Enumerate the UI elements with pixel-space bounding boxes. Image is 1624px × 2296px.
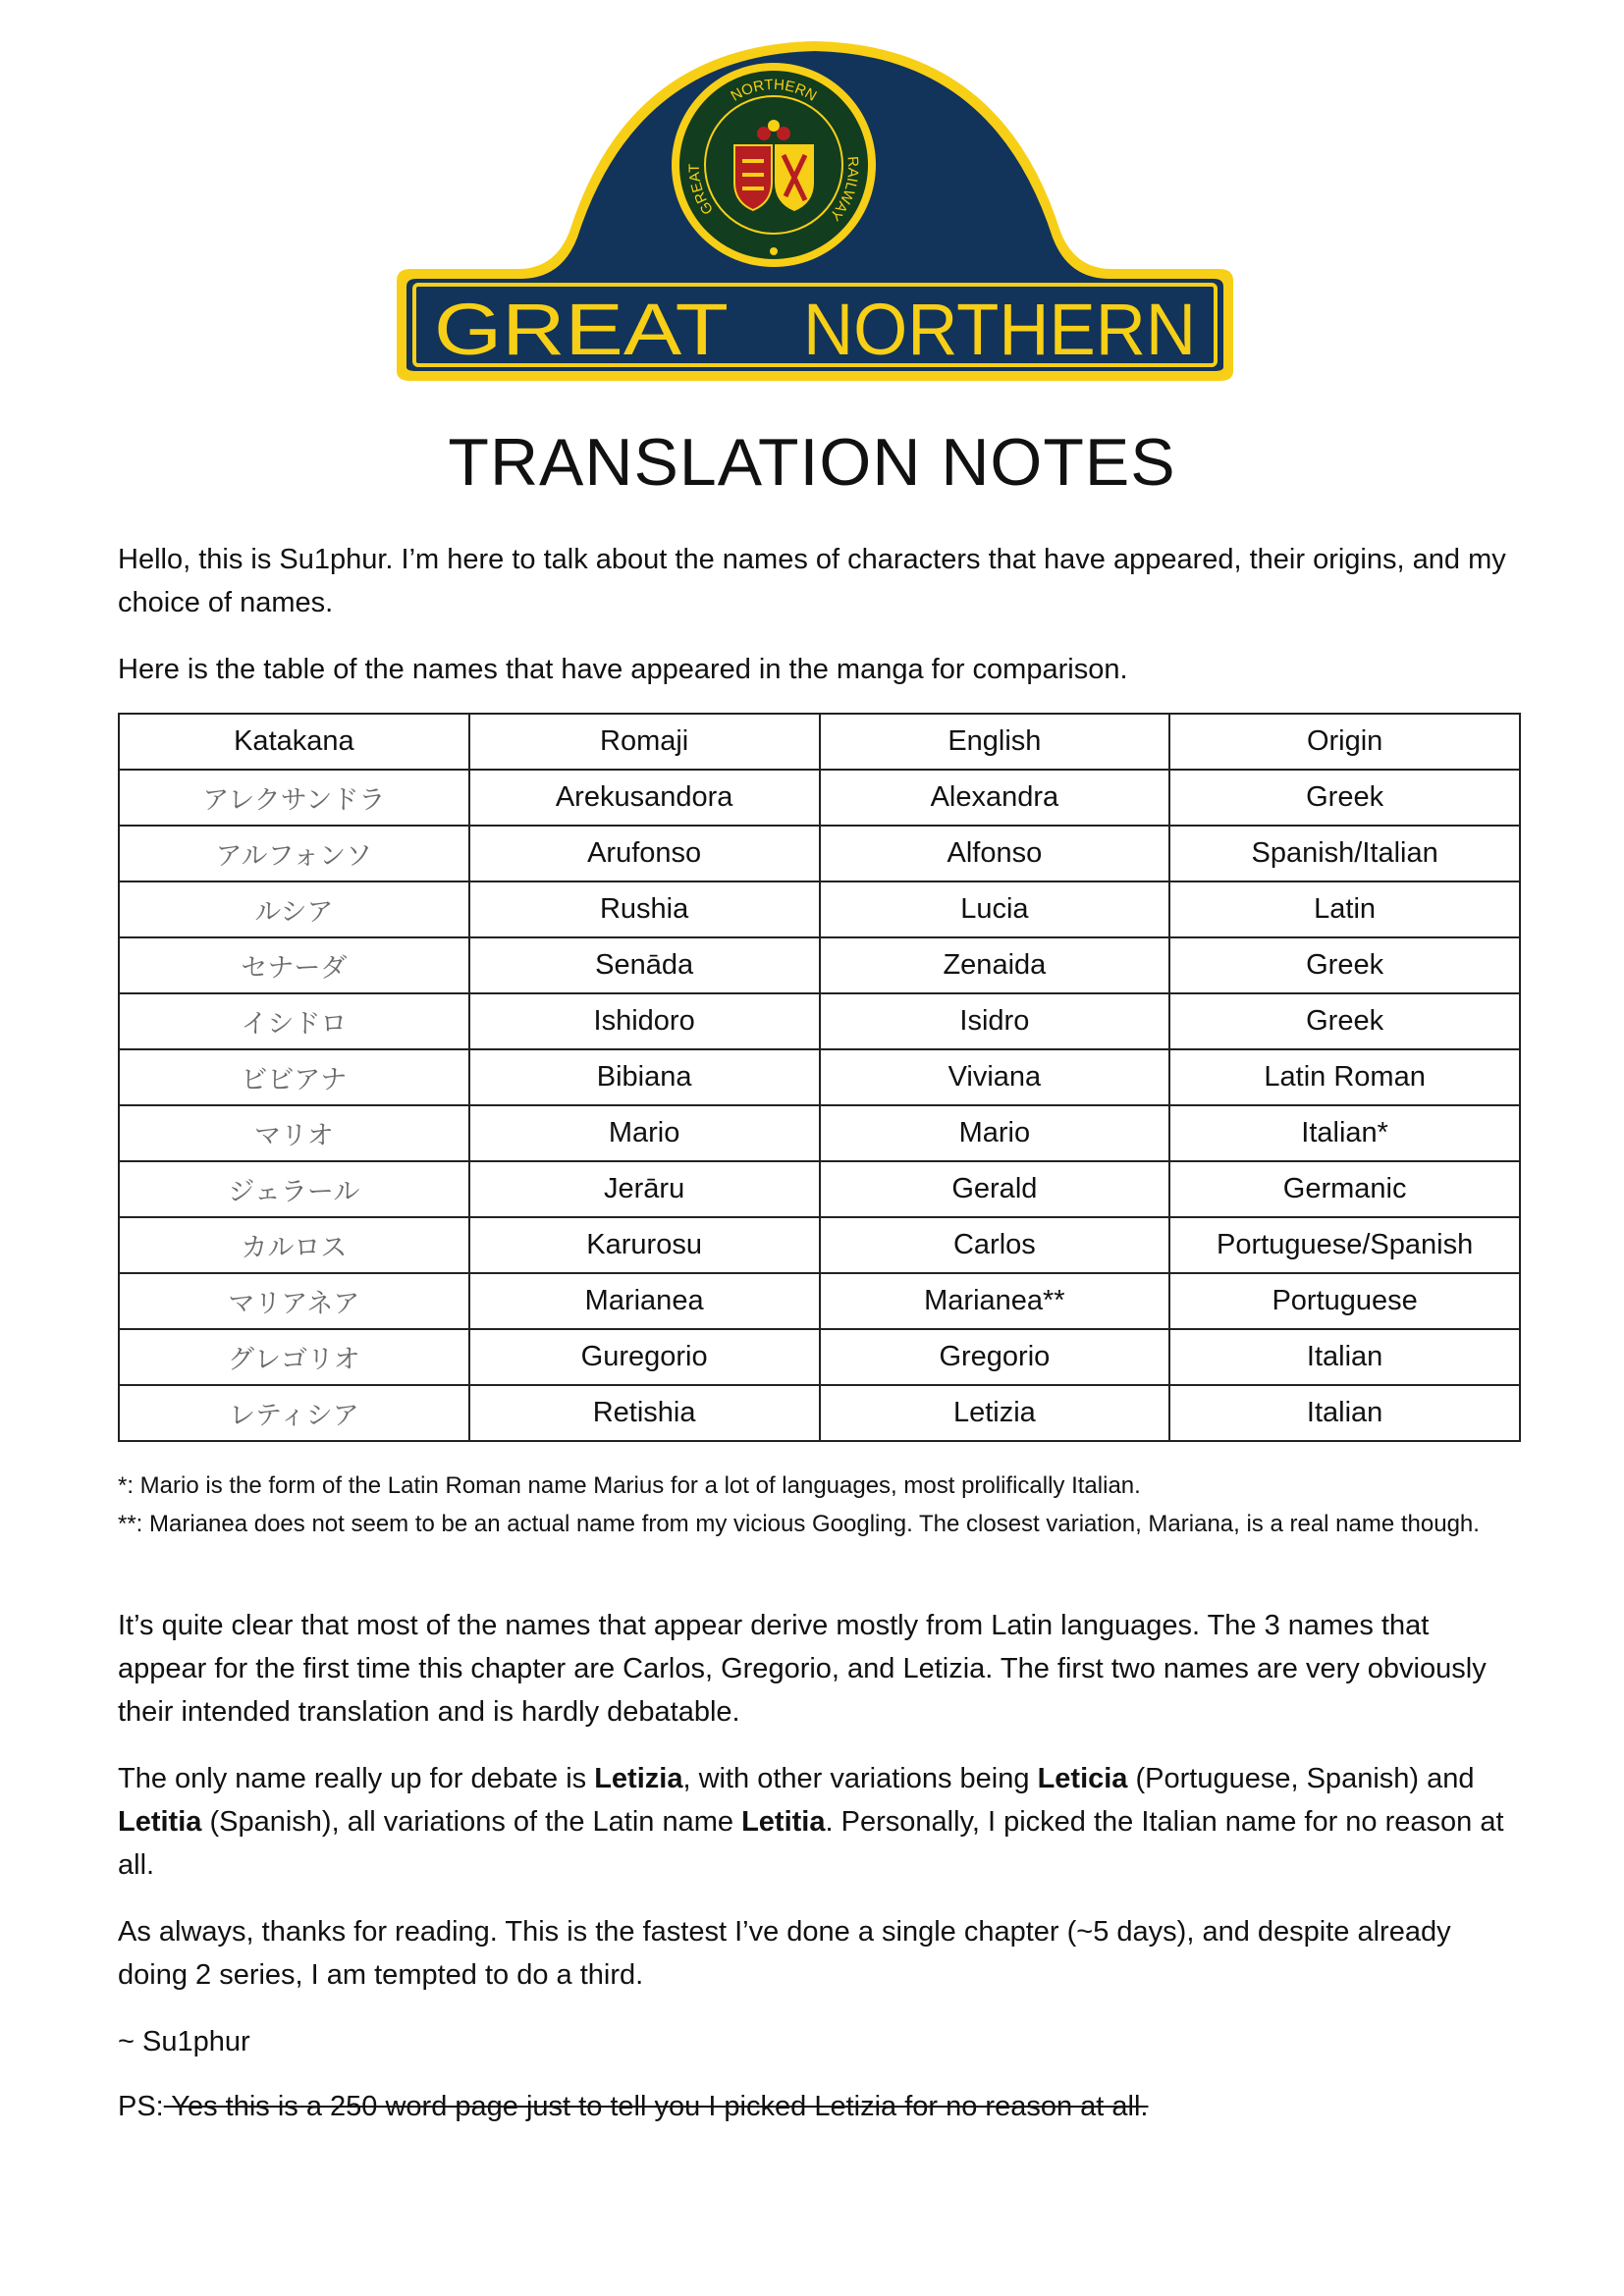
cell-romaji: Arufonso xyxy=(469,826,820,881)
cell-origin: Greek xyxy=(1169,770,1520,826)
debate-text: (Spanish), all variations of the Latin name xyxy=(201,1806,742,1838)
cell-english: Viviana xyxy=(820,1049,1170,1105)
cell-english: Gerald xyxy=(820,1161,1170,1217)
page-title: TRANSLATION NOTES xyxy=(448,425,1176,500)
logo-banner-text-northern: NORTHERN xyxy=(803,289,1196,370)
cell-origin: Portuguese xyxy=(1169,1273,1520,1329)
cell-romaji: Jerāru xyxy=(469,1161,820,1217)
table-row xyxy=(119,826,1520,881)
column-header-origin: Origin xyxy=(1169,714,1520,770)
table-intro-paragraph: Here is the table of the names that have appeared in the manga for comparison. xyxy=(118,654,1128,685)
cell-romaji: Mario xyxy=(469,1105,820,1161)
table-row xyxy=(119,1105,1520,1161)
cell-origin: Italian xyxy=(1169,1385,1520,1441)
name-letitia: Letitia xyxy=(118,1806,202,1838)
cell-katakana: アレクサンドラ xyxy=(119,770,469,826)
logo-ring-text-top: NORTHERN xyxy=(728,76,820,105)
debate-text: (Portuguese, Spanish) and xyxy=(1127,1763,1475,1794)
cell-english: Mario xyxy=(820,1105,1170,1161)
footnote-marianea: **: Marianea does not seem to be an actual name from my vicious Googling. The closest variation, Mariana, is a real name though. xyxy=(118,1511,1480,1537)
cell-origin: Italian xyxy=(1169,1329,1520,1385)
cell-katakana: ビビアナ xyxy=(119,1049,469,1105)
cell-english: Lucia xyxy=(820,881,1170,937)
shield-icon xyxy=(776,145,813,210)
cell-english: Isidro xyxy=(820,993,1170,1049)
names-table-body xyxy=(119,770,1520,1441)
cell-origin: Spanish/Italian xyxy=(1169,826,1520,881)
intro-paragraph: Hello, this is Su1phur. I’m here to talk about the names of characters that have appeared, their origins, and my choice of names. xyxy=(118,544,1506,618)
cell-katakana: セナーダ xyxy=(119,937,469,993)
table-row xyxy=(119,1385,1520,1441)
logo-banner-text-great: GREAT xyxy=(434,289,729,370)
table-row xyxy=(119,770,1520,826)
column-header-english: English xyxy=(820,714,1170,770)
cell-katakana: カルロス xyxy=(119,1217,469,1273)
cell-katakana: マリアネア xyxy=(119,1273,469,1329)
cell-english: Alexandra xyxy=(820,770,1170,826)
cell-origin: Greek xyxy=(1169,937,1520,993)
cell-romaji: Arekusandora xyxy=(469,770,820,826)
cell-katakana: マリオ xyxy=(119,1105,469,1161)
postscript xyxy=(118,2085,1522,2128)
cell-romaji: Bibiana xyxy=(469,1049,820,1105)
footnote-mario: *: Mario is the form of the Latin Roman name Marius for a lot of languages, most prolifically Italian. xyxy=(118,1472,1141,1499)
debate-text: , with other variations being xyxy=(682,1763,1038,1794)
latin-languages-paragraph: It’s quite clear that most of the names that appear derive mostly from Latin languages. The 3 names that appear for the first time this chapter are Carlos, Gregorio, and Letizia. The first two names are very obviously their intended translation and is hardly debatable. xyxy=(118,1610,1487,1728)
shield-icon xyxy=(734,145,772,210)
cell-katakana: グレゴリオ xyxy=(119,1329,469,1385)
cell-origin: Greek xyxy=(1169,993,1520,1049)
cell-english: Zenaida xyxy=(820,937,1170,993)
great-northern-logo xyxy=(383,27,1247,391)
cell-origin: Latin xyxy=(1169,881,1520,937)
cell-english: Carlos xyxy=(820,1217,1170,1273)
table-row xyxy=(119,1217,1520,1273)
table-row xyxy=(119,1273,1520,1329)
cell-origin: Latin Roman xyxy=(1169,1049,1520,1105)
cell-origin: Italian* xyxy=(1169,1105,1520,1161)
cell-romaji: Guregorio xyxy=(469,1329,820,1385)
cell-katakana: ジェラール xyxy=(119,1161,469,1217)
cell-romaji: Rushia xyxy=(469,881,820,937)
names-table xyxy=(118,713,1521,1442)
cell-english: Gregorio xyxy=(820,1329,1170,1385)
logo-ring-text-right: RAILWAY xyxy=(826,155,862,224)
table-row xyxy=(119,993,1520,1049)
table-row xyxy=(119,1329,1520,1385)
logo-roundel xyxy=(672,63,876,267)
cell-english: Letizia xyxy=(820,1385,1170,1441)
ps-struck-text: Yes this is a 250 word page just to tell you I picked Letizia for no reason at all. xyxy=(163,2091,1149,2122)
debate-text: The only name really up for debate is xyxy=(118,1763,595,1794)
debate-text: . Personally, I picked the Italian name for no reason at all. xyxy=(118,1806,1504,1881)
table-row xyxy=(119,881,1520,937)
logo-ring-text-left: GREAT xyxy=(685,163,718,218)
cell-katakana: イシドロ xyxy=(119,993,469,1049)
name-letitia-latin: Letitia xyxy=(741,1806,826,1838)
cell-english: Marianea** xyxy=(820,1273,1170,1329)
cell-romaji: Senāda xyxy=(469,937,820,993)
ps-label: PS: xyxy=(118,2091,164,2122)
table-row xyxy=(119,1049,1520,1105)
cell-katakana: アルフォンソ xyxy=(119,826,469,881)
column-header-romaji: Romaji xyxy=(469,714,820,770)
thanks-paragraph: As always, thanks for reading. This is the fastest I’ve done a single chapter (~5 days), and despite already doing 2 series, I am tempted to do a third. xyxy=(118,1916,1451,1991)
cell-origin: Portuguese/Spanish xyxy=(1169,1217,1520,1273)
signoff: ~ Su1phur xyxy=(118,2026,250,2057)
cell-origin: Germanic xyxy=(1169,1161,1520,1217)
cell-english: Alfonso xyxy=(820,826,1170,881)
table-row xyxy=(119,937,1520,993)
cell-romaji: Ishidoro xyxy=(469,993,820,1049)
name-leticia: Leticia xyxy=(1037,1763,1128,1794)
table-header-row xyxy=(119,714,1520,770)
cell-romaji: Marianea xyxy=(469,1273,820,1329)
debate-paragraph xyxy=(118,1757,1522,1887)
cell-romaji: Retishia xyxy=(469,1385,820,1441)
cell-katakana: レティシア xyxy=(119,1385,469,1441)
column-header-katakana: Katakana xyxy=(119,714,469,770)
table-row xyxy=(119,1161,1520,1217)
name-letizia: Letizia xyxy=(594,1763,683,1794)
cell-katakana: ルシア xyxy=(119,881,469,937)
cell-romaji: Karurosu xyxy=(469,1217,820,1273)
